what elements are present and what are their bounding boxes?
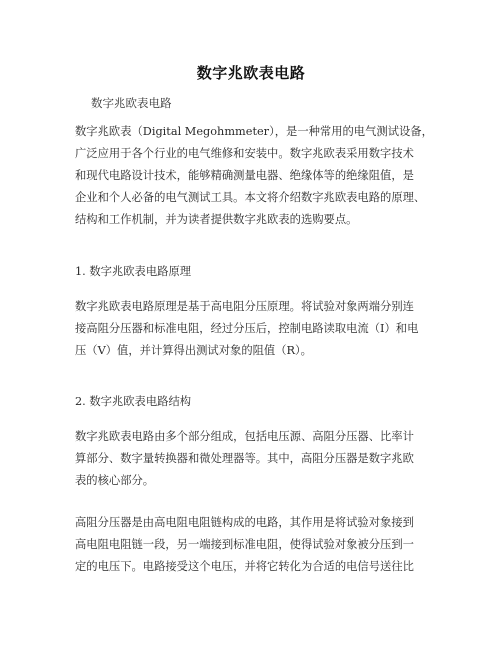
paragraph-line: 广泛应用于各个行业的电气维修和安装中。数字兆欧表采用数字技术 <box>75 147 414 160</box>
paragraph-line: 和现代电路设计技术，能够精确测量电器、绝缘体等的绝缘阻值，是 <box>75 169 414 182</box>
section3-paragraph <box>75 512 485 578</box>
paragraph-line: 企业和个人必备的电气测试工具。本文将介绍数字兆欧表电路的原理、 <box>75 191 426 204</box>
paragraph-line: 算部分、数字量转换器和微处理器等。其中，高阻分压器是数字兆欧 <box>75 452 414 465</box>
section-heading: 1. 数字兆欧表电路原理 <box>75 265 192 278</box>
section1-paragraph <box>75 296 485 362</box>
paragraph-line: 定的电压下。电路接受这个电压，并将它转化为合适的电信号送往比 <box>75 560 414 573</box>
section-heading: 2. 数字兆欧表电路结构 <box>75 395 192 408</box>
paragraph-line: 数字兆欧表电路原理是基于高电阻分压原理。将试验对象两端分别连 <box>75 300 414 313</box>
paragraph-line: 数字兆欧表电路由多个部分组成，包括电压源、高阻分压器、比率计 <box>75 430 414 443</box>
paragraph-line: 高电阻电阻链一段，另一端接到标准电阻，使得试验对象被分压到一 <box>75 538 414 551</box>
document-title: 数字兆欧表电路 <box>196 64 306 82</box>
paragraph-line: 表的核心部分。 <box>75 474 155 487</box>
paragraph-line: 接高阻分压器和标准电阻，经过分压后，控制电路读取电流（I）和电 <box>75 322 419 335</box>
section2-paragraph <box>75 426 485 492</box>
intro-paragraph <box>75 121 485 231</box>
paragraph-line: 压（V）值，并计算得出测试对象的阻值（R）。 <box>75 344 312 357</box>
document-subtitle: 数字兆欧表电路 <box>91 96 172 110</box>
paragraph-line: 数字兆欧表（Digital Megohmmeter），是一种常用的电气测试设备， <box>75 125 433 138</box>
paragraph-line: 高阻分压器是由高电阻电阻链构成的电路，其作用是将试验对象接到 <box>75 516 414 529</box>
paragraph-line: 结构和工作机制，并为读者提供数字兆欧表的选购要点。 <box>75 213 358 226</box>
